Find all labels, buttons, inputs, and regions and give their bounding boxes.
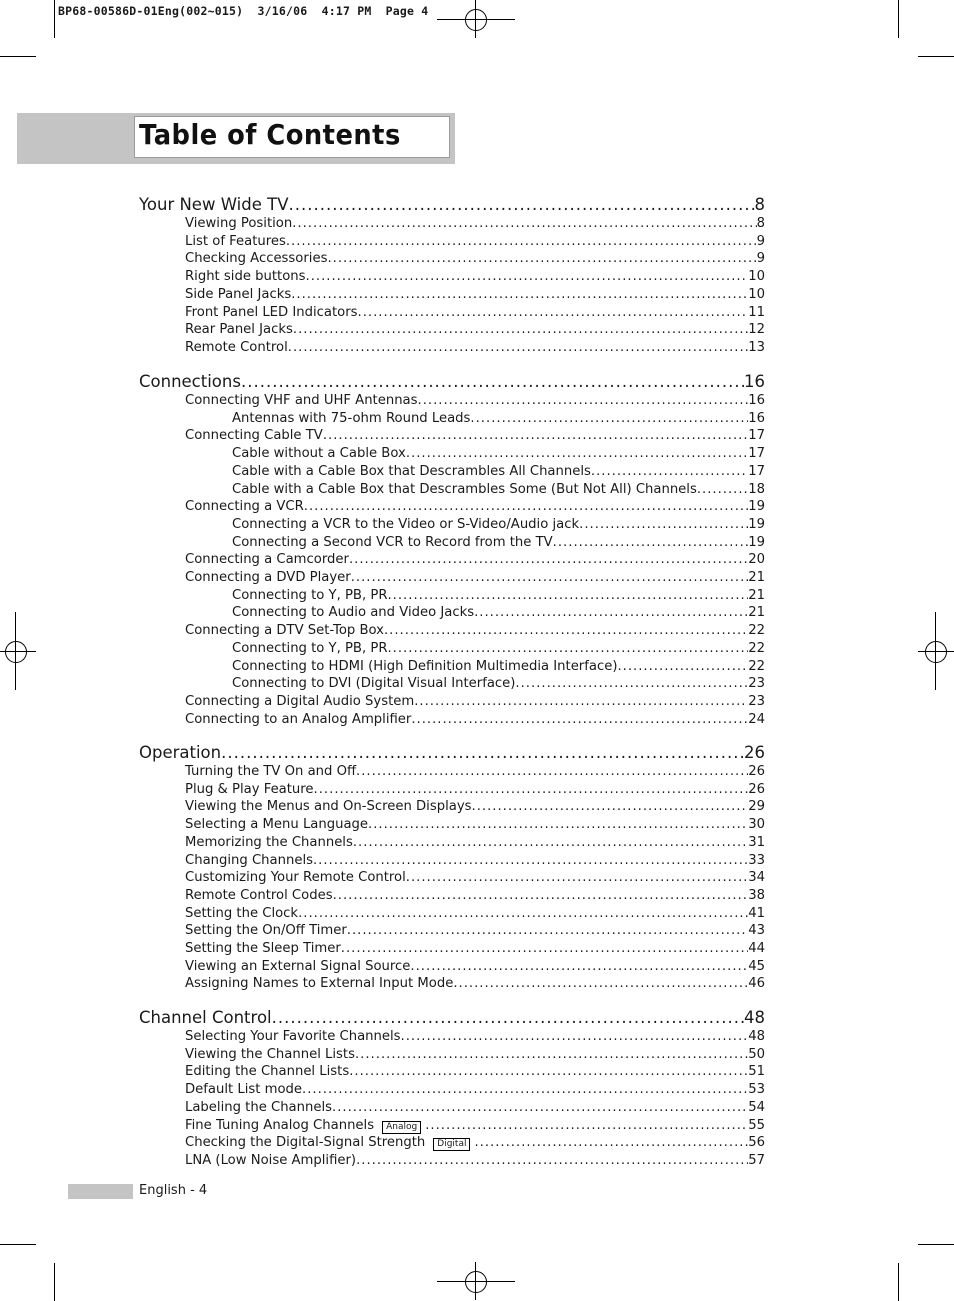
toc-entry-title: Setting the Clock bbox=[185, 905, 299, 921]
leader-dots bbox=[401, 1029, 749, 1044]
toc-entry-page: 46 bbox=[748, 976, 765, 992]
toc-entry bbox=[185, 906, 765, 923]
toc-entry-page: 23 bbox=[748, 693, 765, 709]
toc-entry bbox=[185, 817, 765, 834]
toc-entry-page: 23 bbox=[748, 676, 765, 692]
toc-entry-page: 31 bbox=[748, 834, 765, 850]
toc-entry bbox=[232, 605, 765, 622]
toc-section bbox=[139, 372, 765, 392]
leader-dots bbox=[591, 464, 748, 479]
toc-section-title: Connections bbox=[139, 372, 241, 391]
leader-dots bbox=[579, 517, 748, 532]
toc-entry-page: 51 bbox=[748, 1064, 765, 1080]
leader-dots bbox=[313, 853, 748, 868]
toc-entry-title: Rear Panel Jacks bbox=[185, 322, 293, 338]
toc-entry-page: 41 bbox=[748, 905, 765, 921]
toc-section-page: 26 bbox=[744, 743, 765, 762]
toc-entry bbox=[185, 1029, 765, 1046]
toc-entry-page: 30 bbox=[748, 817, 765, 833]
toc-entry-title: Connecting a Second VCR to Record from the TV bbox=[232, 534, 553, 550]
toc-entry bbox=[185, 340, 765, 357]
toc-entry-page: 29 bbox=[748, 799, 765, 815]
toc-entry-title: Connecting to an Analog Amplifier bbox=[185, 711, 412, 727]
leader-dots bbox=[410, 959, 748, 974]
leader-dots bbox=[425, 1118, 748, 1133]
leader-dots bbox=[292, 216, 756, 231]
toc-entry-page: 48 bbox=[748, 1029, 765, 1044]
toc-entry bbox=[185, 799, 765, 816]
leader-dots bbox=[411, 712, 748, 727]
toc-section-page: 16 bbox=[744, 372, 765, 391]
toc-entry-page: 38 bbox=[748, 887, 765, 903]
toc-entry-page: 53 bbox=[748, 1082, 765, 1098]
leader-dots bbox=[356, 1153, 748, 1168]
leader-dots bbox=[414, 694, 748, 709]
toc-entry-title: Viewing an External Signal Source bbox=[185, 958, 411, 974]
toc-entry-title: Cable with a Cable Box that Descrambles Some (But Not All) Channels bbox=[232, 481, 697, 497]
toc-entry bbox=[185, 287, 765, 304]
toc-entry bbox=[232, 517, 765, 534]
toc-entry-page: 22 bbox=[748, 640, 765, 656]
toc-entry bbox=[185, 251, 765, 268]
toc-entry-title: Fine Tuning Analog Channels bbox=[185, 1117, 375, 1133]
toc-entry bbox=[185, 870, 765, 887]
leader-dots bbox=[387, 641, 748, 656]
leader-dots bbox=[241, 372, 744, 391]
toc-entry bbox=[185, 1100, 765, 1117]
toc-entry-title: Connecting a Digital Audio System bbox=[185, 693, 415, 709]
toc-entry bbox=[185, 782, 765, 799]
toc-entry bbox=[185, 959, 765, 976]
toc-entry-title: Turning the TV On and Off bbox=[185, 764, 357, 779]
toc-entry-title: Cable without a Cable Box bbox=[232, 446, 406, 462]
leader-dots bbox=[349, 1064, 748, 1079]
leader-dots bbox=[221, 743, 744, 762]
toc-entry bbox=[232, 446, 765, 463]
page-footer: English - 4 bbox=[139, 1183, 208, 1198]
toc-section-title: Operation bbox=[139, 743, 222, 762]
leader-dots bbox=[406, 446, 748, 461]
leader-dots bbox=[474, 1135, 748, 1150]
toc-entry-page: 16 bbox=[748, 410, 765, 426]
toc-entry-title: Checking Accessories bbox=[185, 251, 328, 267]
leader-dots bbox=[347, 923, 748, 938]
leader-dots bbox=[406, 870, 748, 885]
leader-dots bbox=[327, 251, 756, 266]
toc-entry bbox=[232, 676, 765, 693]
toc-entry bbox=[185, 941, 765, 958]
toc-entry-page: 55 bbox=[748, 1117, 765, 1133]
toc-entry bbox=[232, 482, 765, 499]
toc-section bbox=[139, 743, 765, 763]
leader-dots bbox=[306, 269, 749, 284]
leader-dots bbox=[272, 1008, 744, 1027]
toc-entry bbox=[185, 216, 765, 233]
toc-entry-title: Side Panel Jacks bbox=[185, 286, 292, 302]
toc-entry-title: Assigning Names to External Input Mode bbox=[185, 976, 454, 992]
toc-entry bbox=[185, 888, 765, 905]
toc-entry bbox=[185, 1118, 765, 1135]
toc-entry bbox=[185, 393, 765, 410]
toc-entry bbox=[185, 269, 765, 286]
toc-entry bbox=[185, 1047, 765, 1064]
toc-entry-page: 33 bbox=[748, 852, 765, 868]
leader-dots bbox=[474, 605, 748, 620]
toc-entry bbox=[185, 499, 765, 516]
toc-section bbox=[139, 195, 765, 215]
leader-dots bbox=[349, 552, 748, 567]
toc-entry-title: List of Features bbox=[185, 233, 286, 249]
toc-entry-title: Antennas with 75-ohm Round Leads bbox=[232, 410, 471, 426]
leader-dots bbox=[351, 570, 749, 585]
toc-entry-page: 34 bbox=[748, 870, 765, 886]
leader-dots bbox=[288, 195, 754, 214]
toc-entry bbox=[185, 1082, 765, 1099]
leader-dots bbox=[314, 782, 749, 797]
toc-entry-page: 21 bbox=[748, 570, 765, 585]
leader-dots bbox=[323, 428, 748, 443]
leader-dots bbox=[470, 411, 748, 426]
toc-entry-title: Connecting a DTV Set-Top Box bbox=[185, 623, 384, 639]
toc-entry-title: Connecting a VCR bbox=[185, 499, 304, 515]
toc-entry-page: 19 bbox=[748, 516, 765, 532]
toc-entry-title: Changing Channels bbox=[185, 852, 313, 868]
toc-entry-page: 56 bbox=[748, 1135, 765, 1151]
toc-entry-title: Viewing the Menus and On-Screen Displays bbox=[185, 799, 472, 815]
toc-entry bbox=[185, 694, 765, 711]
toc-entry-page: 11 bbox=[748, 304, 765, 320]
leader-dots bbox=[341, 941, 748, 956]
leader-dots bbox=[293, 322, 748, 337]
signal-type-badge: Digital bbox=[433, 1138, 470, 1151]
toc-entry-title: Viewing Position bbox=[185, 216, 293, 231]
toc-entry bbox=[185, 976, 765, 993]
toc-entry-title: Connecting VHF and UHF Antennas bbox=[185, 393, 418, 408]
toc-entry bbox=[232, 659, 765, 676]
print-header: BP68-00586D-01Eng(002~015) 3/16/06 4:17 PM Page 4 bbox=[58, 4, 429, 18]
toc-entry-title: Plug & Play Feature bbox=[185, 781, 314, 797]
toc-entry bbox=[232, 641, 765, 658]
toc-entry-title: Remote Control Codes bbox=[185, 887, 333, 903]
toc-entry bbox=[185, 428, 765, 445]
leader-dots bbox=[355, 1047, 748, 1062]
toc-entry-page: 26 bbox=[748, 764, 765, 779]
toc-entry-page: 9 bbox=[756, 233, 765, 249]
leader-dots bbox=[697, 482, 748, 497]
toc-entry-page: 16 bbox=[748, 393, 765, 408]
toc-entry bbox=[185, 305, 765, 322]
toc-entry-page: 9 bbox=[756, 251, 765, 267]
signal-type-badge: Analog bbox=[382, 1121, 421, 1134]
toc-entry-title: Selecting Your Favorite Channels bbox=[185, 1029, 401, 1044]
toc-entry bbox=[185, 1153, 765, 1170]
leader-dots bbox=[332, 1100, 748, 1115]
toc-entry-page: 13 bbox=[748, 339, 765, 355]
toc-entry-title: Connecting to Y, PB, PR bbox=[232, 587, 388, 603]
toc-entry-page: 21 bbox=[748, 587, 765, 603]
toc-entry bbox=[232, 535, 765, 552]
toc-entry-page: 21 bbox=[748, 605, 765, 621]
toc-entry-page: 20 bbox=[748, 552, 765, 568]
toc-entry-page: 8 bbox=[756, 216, 765, 231]
toc-entry-title: Connecting a DVD Player bbox=[185, 570, 351, 585]
toc-entry-page: 10 bbox=[748, 286, 765, 302]
toc-section-title: Channel Control bbox=[139, 1008, 272, 1027]
toc-entry-title: Right side buttons bbox=[185, 269, 306, 285]
toc-entry bbox=[185, 923, 765, 940]
toc-entry bbox=[185, 1135, 765, 1152]
toc-entry-title: Setting the On/Off Timer bbox=[185, 923, 347, 939]
toc-entry-title: Labeling the Channels bbox=[185, 1099, 333, 1115]
toc-entry-page: 24 bbox=[748, 711, 765, 727]
toc-entry-title: Connecting to Audio and Video Jacks bbox=[232, 605, 475, 621]
toc-entry-title: Default List mode bbox=[185, 1082, 303, 1098]
toc-entry bbox=[185, 623, 765, 640]
footer-bar bbox=[68, 1184, 133, 1199]
toc-entry-title: Editing the Channel Lists bbox=[185, 1064, 350, 1080]
toc-entry-page: 12 bbox=[748, 322, 765, 338]
toc-entry-title: Connecting a VCR to the Video or S-Video/Audio jack bbox=[232, 516, 580, 532]
toc-entry-page: 18 bbox=[748, 481, 765, 497]
toc-entry bbox=[232, 411, 765, 428]
leader-dots bbox=[515, 676, 748, 691]
toc-entry-page: 17 bbox=[748, 428, 765, 444]
toc-section-page: 8 bbox=[754, 195, 765, 214]
toc-entry bbox=[185, 764, 765, 781]
toc-entry-page: 45 bbox=[748, 958, 765, 974]
toc-entry-title: Remote Control bbox=[185, 339, 288, 355]
toc-entry-page: 50 bbox=[748, 1046, 765, 1062]
leader-dots bbox=[472, 799, 749, 814]
toc-section-page: 48 bbox=[744, 1008, 765, 1027]
toc-entry bbox=[185, 552, 765, 569]
toc-section-title: Your New Wide TV bbox=[139, 195, 289, 214]
toc-entry bbox=[185, 234, 765, 251]
toc-entry bbox=[185, 1064, 765, 1081]
toc-entry bbox=[185, 853, 765, 870]
leader-dots bbox=[291, 287, 748, 302]
toc-entry-title: LNA (Low Noise Amplifier) bbox=[185, 1152, 357, 1168]
toc-entry-page: 57 bbox=[748, 1152, 765, 1168]
toc-entry-title: Connecting to HDMI (High Definition Multimedia Interface) bbox=[232, 658, 618, 674]
toc-entry-page: 22 bbox=[748, 623, 765, 639]
toc-entry-title: Memorizing the Channels bbox=[185, 834, 353, 850]
toc-entry bbox=[185, 712, 765, 729]
toc-entry bbox=[185, 835, 765, 852]
leader-dots bbox=[368, 817, 748, 832]
toc-entry-page: 26 bbox=[748, 781, 765, 797]
toc-entry bbox=[232, 464, 765, 481]
toc-entry-title: Connecting to DVI (Digital Visual Interface) bbox=[232, 676, 516, 692]
toc-entry-page: 54 bbox=[748, 1099, 765, 1115]
leader-dots bbox=[387, 588, 748, 603]
toc-entry-page: 19 bbox=[748, 534, 765, 550]
toc-entry-page: 17 bbox=[748, 446, 765, 462]
page-title: Table of Contents bbox=[139, 118, 401, 151]
toc-entry-title: Setting the Sleep Timer bbox=[185, 941, 341, 956]
toc-entry-title: Connecting to Y, PB, PR bbox=[232, 640, 388, 656]
toc-entry-title: Selecting a Menu Language bbox=[185, 817, 369, 833]
toc-entry-page: 44 bbox=[748, 941, 765, 956]
leader-dots bbox=[617, 659, 748, 674]
toc-entry-title: Checking the Digital-Signal Strength bbox=[185, 1135, 426, 1151]
toc-entry-title: Connecting Cable TV bbox=[185, 428, 323, 444]
leader-dots bbox=[298, 906, 748, 921]
toc-entry bbox=[185, 570, 765, 587]
toc-section bbox=[139, 1008, 765, 1028]
leader-dots bbox=[384, 623, 748, 638]
leader-dots bbox=[353, 835, 748, 850]
leader-dots bbox=[418, 393, 749, 408]
toc-entry-title: Cable with a Cable Box that Descrambles All Channels bbox=[232, 463, 591, 479]
toc-entry-title: Connecting a Camcorder bbox=[185, 552, 349, 568]
leader-dots bbox=[304, 499, 748, 514]
toc-entry-title: Front Panel LED Indicators bbox=[185, 304, 358, 320]
leader-dots bbox=[302, 1082, 748, 1097]
toc-entry bbox=[232, 588, 765, 605]
toc-entry-page: 43 bbox=[748, 923, 765, 939]
leader-dots bbox=[286, 234, 757, 249]
toc-entry-page: 19 bbox=[748, 499, 765, 515]
toc-entry bbox=[185, 322, 765, 339]
toc-entry-page: 10 bbox=[748, 269, 765, 285]
leader-dots bbox=[553, 535, 749, 550]
leader-dots bbox=[356, 764, 748, 779]
leader-dots bbox=[358, 305, 749, 320]
toc-entry-page: 22 bbox=[748, 658, 765, 674]
toc-entry-title: Viewing the Channel Lists bbox=[185, 1046, 355, 1062]
leader-dots bbox=[333, 888, 749, 903]
leader-dots bbox=[453, 976, 748, 991]
toc-entry-page: 17 bbox=[748, 463, 765, 479]
leader-dots bbox=[288, 340, 748, 355]
toc-entry-title: Customizing Your Remote Control bbox=[185, 870, 406, 886]
